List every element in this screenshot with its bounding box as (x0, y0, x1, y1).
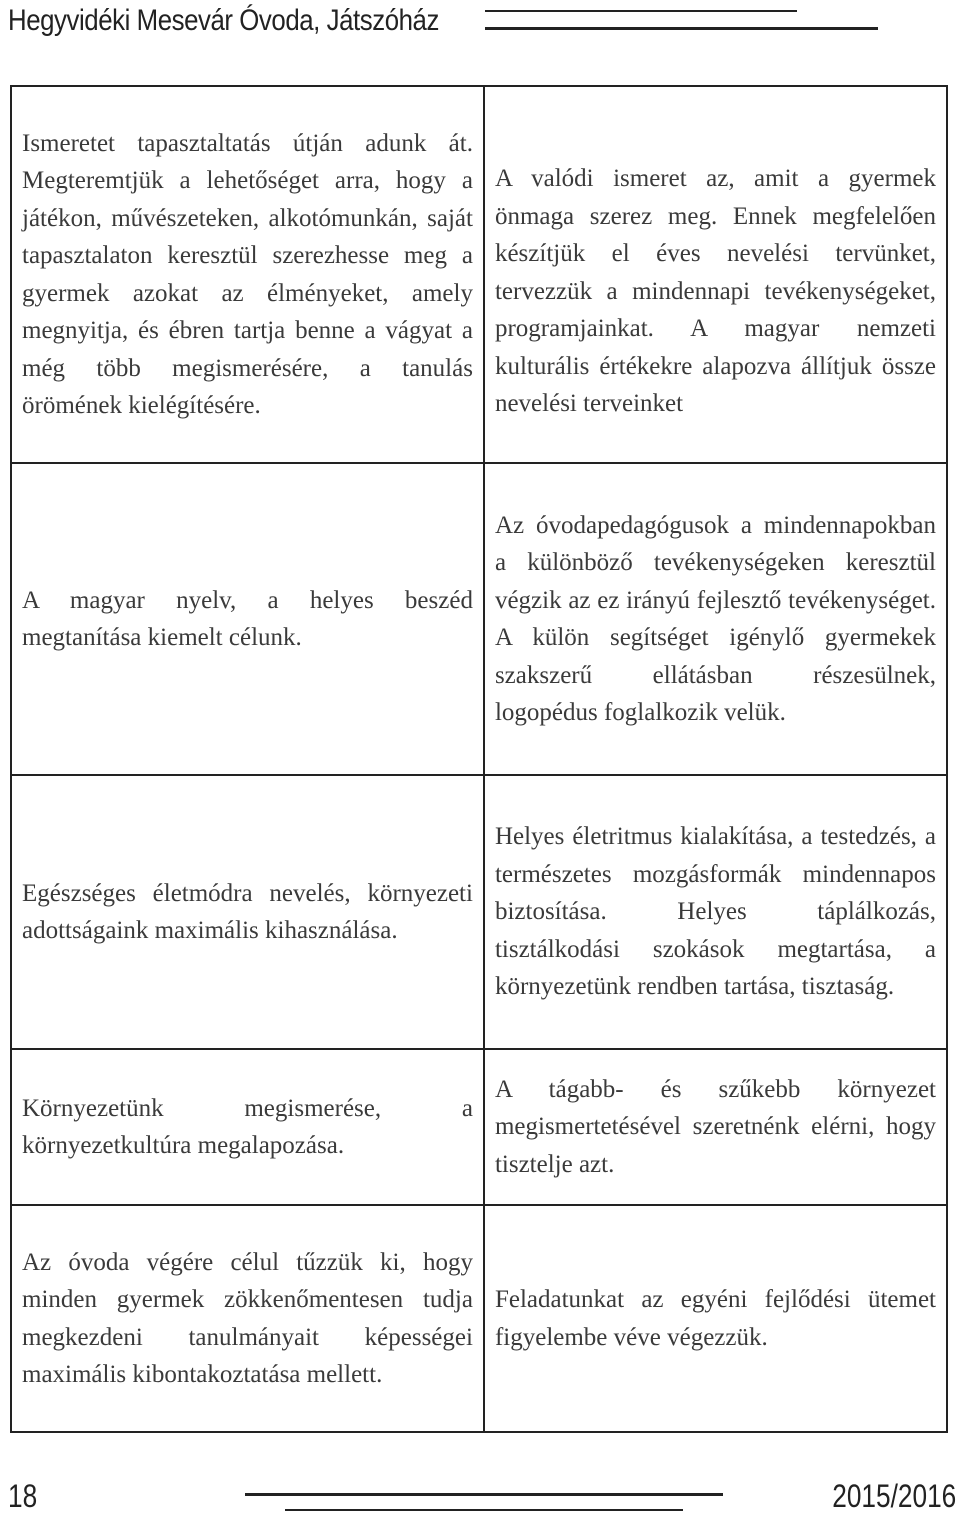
right-cell: A tágabb- és szűkebb környezet megismertetésével szeretnénk elérni, hogy tisztelje azt. (484, 1049, 947, 1205)
header-title: Hegyvidéki Mesevár Óvoda, Játszóház (8, 4, 439, 37)
right-cell: A valódi ismeret az, amit a gyermek önmaga szerez meg. Ennek megfelelően készítjük el éves nevelési tervünket, tervezzük a mindennapi tevékenységeket, programjainkat. A magyar nemzeti kulturális értékekre alapozva állítjuk össze nevelési terveinket (484, 86, 947, 463)
page-number: 18 (8, 1478, 38, 1514)
content-table (10, 85, 948, 1433)
left-cell: Környezetünk megismerése, a környezetkultúra megalapozása. (11, 1049, 484, 1205)
footer-year: 2015/2016 (831, 1478, 956, 1514)
header-rule-lower (485, 27, 878, 30)
table-row (11, 1205, 947, 1432)
table-row (11, 775, 947, 1049)
right-cell: Feladatunkat az egyéni fejlődési ütemet figyelembe véve végezzük. (484, 1205, 947, 1432)
left-cell: Az óvoda végére célul tűzzük ki, hogy minden gyermek zökkenőmentesen tudja megkezdeni tanulmányait képességei maximális kibontakoztatása mellett. (11, 1205, 484, 1432)
left-cell: Ismeretet tapasztaltatás útján adunk át. Megteremtjük a lehetőséget arra, hogy a játékon, művészeteken, alkotómunkán, saját tapasztalaton keresztül szerezhesse meg a gyermek azokat az élményeket, amely megnyitja, és ébren tartja benne a vágyat a még több megismerésére, a tanulás örömének kielégítésére. (11, 86, 484, 463)
table-row (11, 463, 947, 775)
right-cell: Helyes életritmus kialakítása, a testedzés, a természetes mozgásformák mindennapos biztosítása. Helyes táplálkozás, tisztálkodási szokások megtartása, a környezetünk rendben tartása, tisztaság. (484, 775, 947, 1049)
right-cell: Az óvodapedagógusok a mindennapokban a különböző tevékenységeken keresztül végzik az ez irányú fejlesztő tevékenységet. A külön segítséget igénylő gyermekek szakszerű ellátásban részesülnek, logopédus foglalkozik velük. (484, 463, 947, 775)
left-cell: A magyar nyelv, a helyes beszéd megtanítása kiemelt célunk. (11, 463, 484, 775)
left-cell: Egészséges életmódra nevelés, környezeti adottságaink maximális kihasználása. (11, 775, 484, 1049)
table-row (11, 86, 947, 463)
table-row (11, 1049, 947, 1205)
footer-rule-lower (285, 1509, 683, 1511)
header-rule-upper (485, 10, 797, 12)
footer-rule-upper (245, 1493, 723, 1496)
